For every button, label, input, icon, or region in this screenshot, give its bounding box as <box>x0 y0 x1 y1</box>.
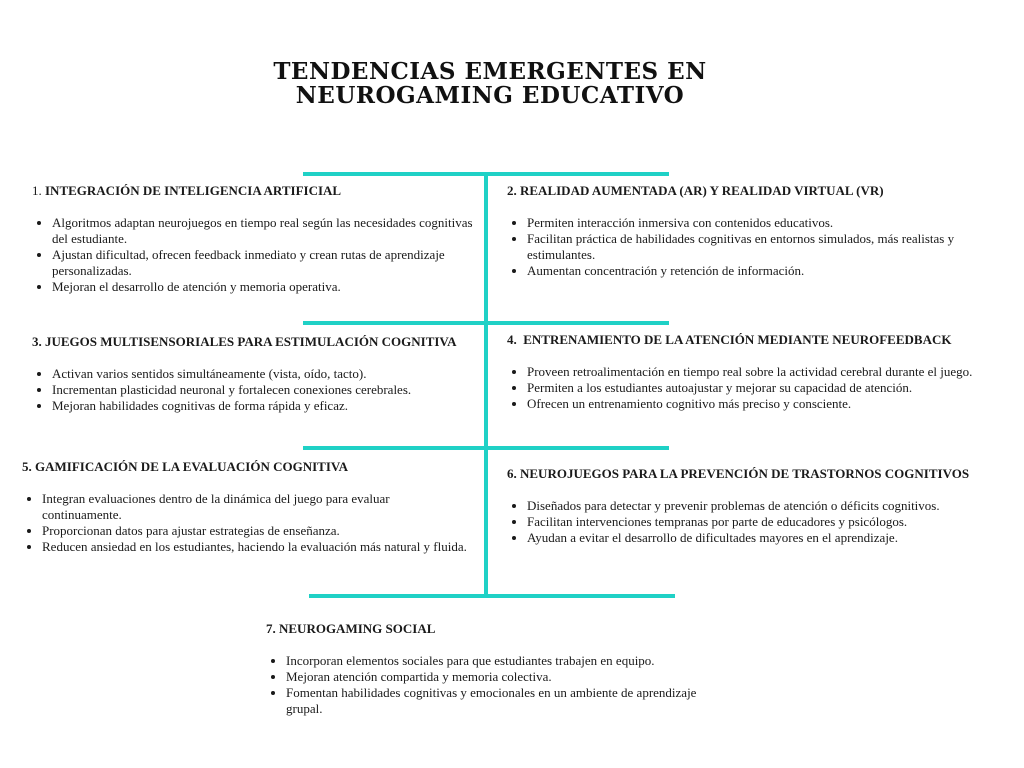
list-item: • Aumentan concentración y retención de información. <box>527 263 977 279</box>
list-item: • Mejoran el desarrollo de atención y memoria operativa. <box>52 279 482 295</box>
section-title: NEUROGAMING SOCIAL <box>279 621 436 636</box>
section-title: JUEGOS MULTISENSORIALES PARA ESTIMULACIÓN COGNITIVA <box>45 334 457 349</box>
section-title: ENTRENAMIENTO DE LA ATENCIÓN MEDIANTE NEUROFEEDBACK <box>523 332 952 347</box>
section-number: 7. <box>266 621 276 636</box>
section-ar-vr <box>507 183 977 279</box>
title-line-2: NEUROGAMING EDUCATIVO <box>295 82 685 109</box>
list-item: • Mejoran habilidades cognitivas de forma rápida y eficaz. <box>52 398 482 414</box>
bullet-list <box>266 653 706 717</box>
list-item: • Activan varios sentidos simultáneamente (vista, oído, tacto). <box>52 366 482 382</box>
section-heading <box>507 332 987 348</box>
section-heading <box>32 183 482 199</box>
section-title: INTEGRACIÓN DE INTELIGENCIA ARTIFICIAL <box>45 183 342 198</box>
horizontal-divider-lower-middle <box>303 446 669 450</box>
section-ai-integration <box>32 183 482 295</box>
vertical-divider <box>484 172 488 595</box>
page-title <box>230 60 750 108</box>
bullet-list <box>32 215 482 295</box>
list-item: • Integran evaluaciones dentro de la dinámica del juego para evaluar continuamente. <box>42 491 472 523</box>
list-item: • Fomentan habilidades cognitivas y emocionales en un ambiente de aprendizaje grupal. <box>286 685 706 717</box>
section-disorder-prevention <box>507 466 977 546</box>
section-heading <box>507 466 977 482</box>
list-item: • Mejoran atención compartida y memoria colectiva. <box>286 669 706 685</box>
list-item: • Facilitan intervenciones tempranas por parte de educadores y psicólogos. <box>527 514 977 530</box>
list-item: • Algoritmos adaptan neurojuegos en tiempo real según las necesidades cognitivas del estudiante. <box>52 215 482 247</box>
section-gamified-assessment <box>22 459 472 555</box>
section-title: REALIDAD AUMENTADA (AR) Y REALIDAD VIRTUAL (VR) <box>520 183 884 198</box>
bullet-list <box>22 491 472 555</box>
section-number: 2. <box>507 183 517 198</box>
list-item: • Proveen retroalimentación en tiempo real sobre la actividad cerebral durante el juego. <box>527 364 987 380</box>
list-item: • Facilitan práctica de habilidades cognitivas en entornos simulados, más realistas y estimulantes. <box>527 231 977 263</box>
section-number: 3. <box>32 334 42 349</box>
section-number: 5. <box>22 459 32 474</box>
list-item: • Ofrecen un entrenamiento cognitivo más preciso y consciente. <box>527 396 987 412</box>
list-item: • Diseñados para detectar y prevenir problemas de atención o déficits cognitivos. <box>527 498 977 514</box>
list-item: • Permiten interacción inmersiva con contenidos educativos. <box>527 215 977 231</box>
section-neurofeedback <box>507 332 987 412</box>
bullet-list <box>32 366 482 414</box>
section-title: GAMIFICACIÓN DE LA EVALUACIÓN COGNITIVA <box>35 459 349 474</box>
list-item: • Ayudan a evitar el desarrollo de dificultades mayores en el aprendizaje. <box>527 530 977 546</box>
list-item: • Incorporan elementos sociales para que estudiantes trabajen en equipo. <box>286 653 706 669</box>
horizontal-divider-bottom <box>309 594 675 598</box>
list-item: • Proporcionan datos para ajustar estrategias de enseñanza. <box>42 523 472 539</box>
section-title: NEUROJUEGOS PARA LA PREVENCIÓN DE TRASTORNOS COGNITIVOS <box>520 466 970 481</box>
horizontal-divider-top <box>303 172 669 176</box>
list-item: • Ajustan dificultad, ofrecen feedback inmediato y crean rutas de aprendizaje personalizadas. <box>52 247 482 279</box>
bullet-list <box>507 215 977 279</box>
section-heading <box>507 183 977 199</box>
section-heading <box>266 621 706 637</box>
bullet-list <box>507 364 987 412</box>
section-heading <box>22 459 472 475</box>
section-number: 1. <box>32 183 42 198</box>
section-number: 6. <box>507 466 517 481</box>
section-number: 4. <box>507 332 517 347</box>
bullet-list <box>507 498 977 546</box>
horizontal-divider-upper-middle <box>303 321 669 325</box>
section-multisensory-games <box>32 334 482 414</box>
list-item: • Incrementan plasticidad neuronal y fortalecen conexiones cerebrales. <box>52 382 482 398</box>
list-item: • Reducen ansiedad en los estudiantes, haciendo la evaluación más natural y fluida. <box>42 539 472 555</box>
section-heading <box>32 334 482 350</box>
title-line-1: TENDENCIAS EMERGENTES EN <box>273 58 707 85</box>
list-item: • Permiten a los estudiantes autoajustar y mejorar su capacidad de atención. <box>527 380 987 396</box>
section-social-neurogaming <box>266 621 706 717</box>
